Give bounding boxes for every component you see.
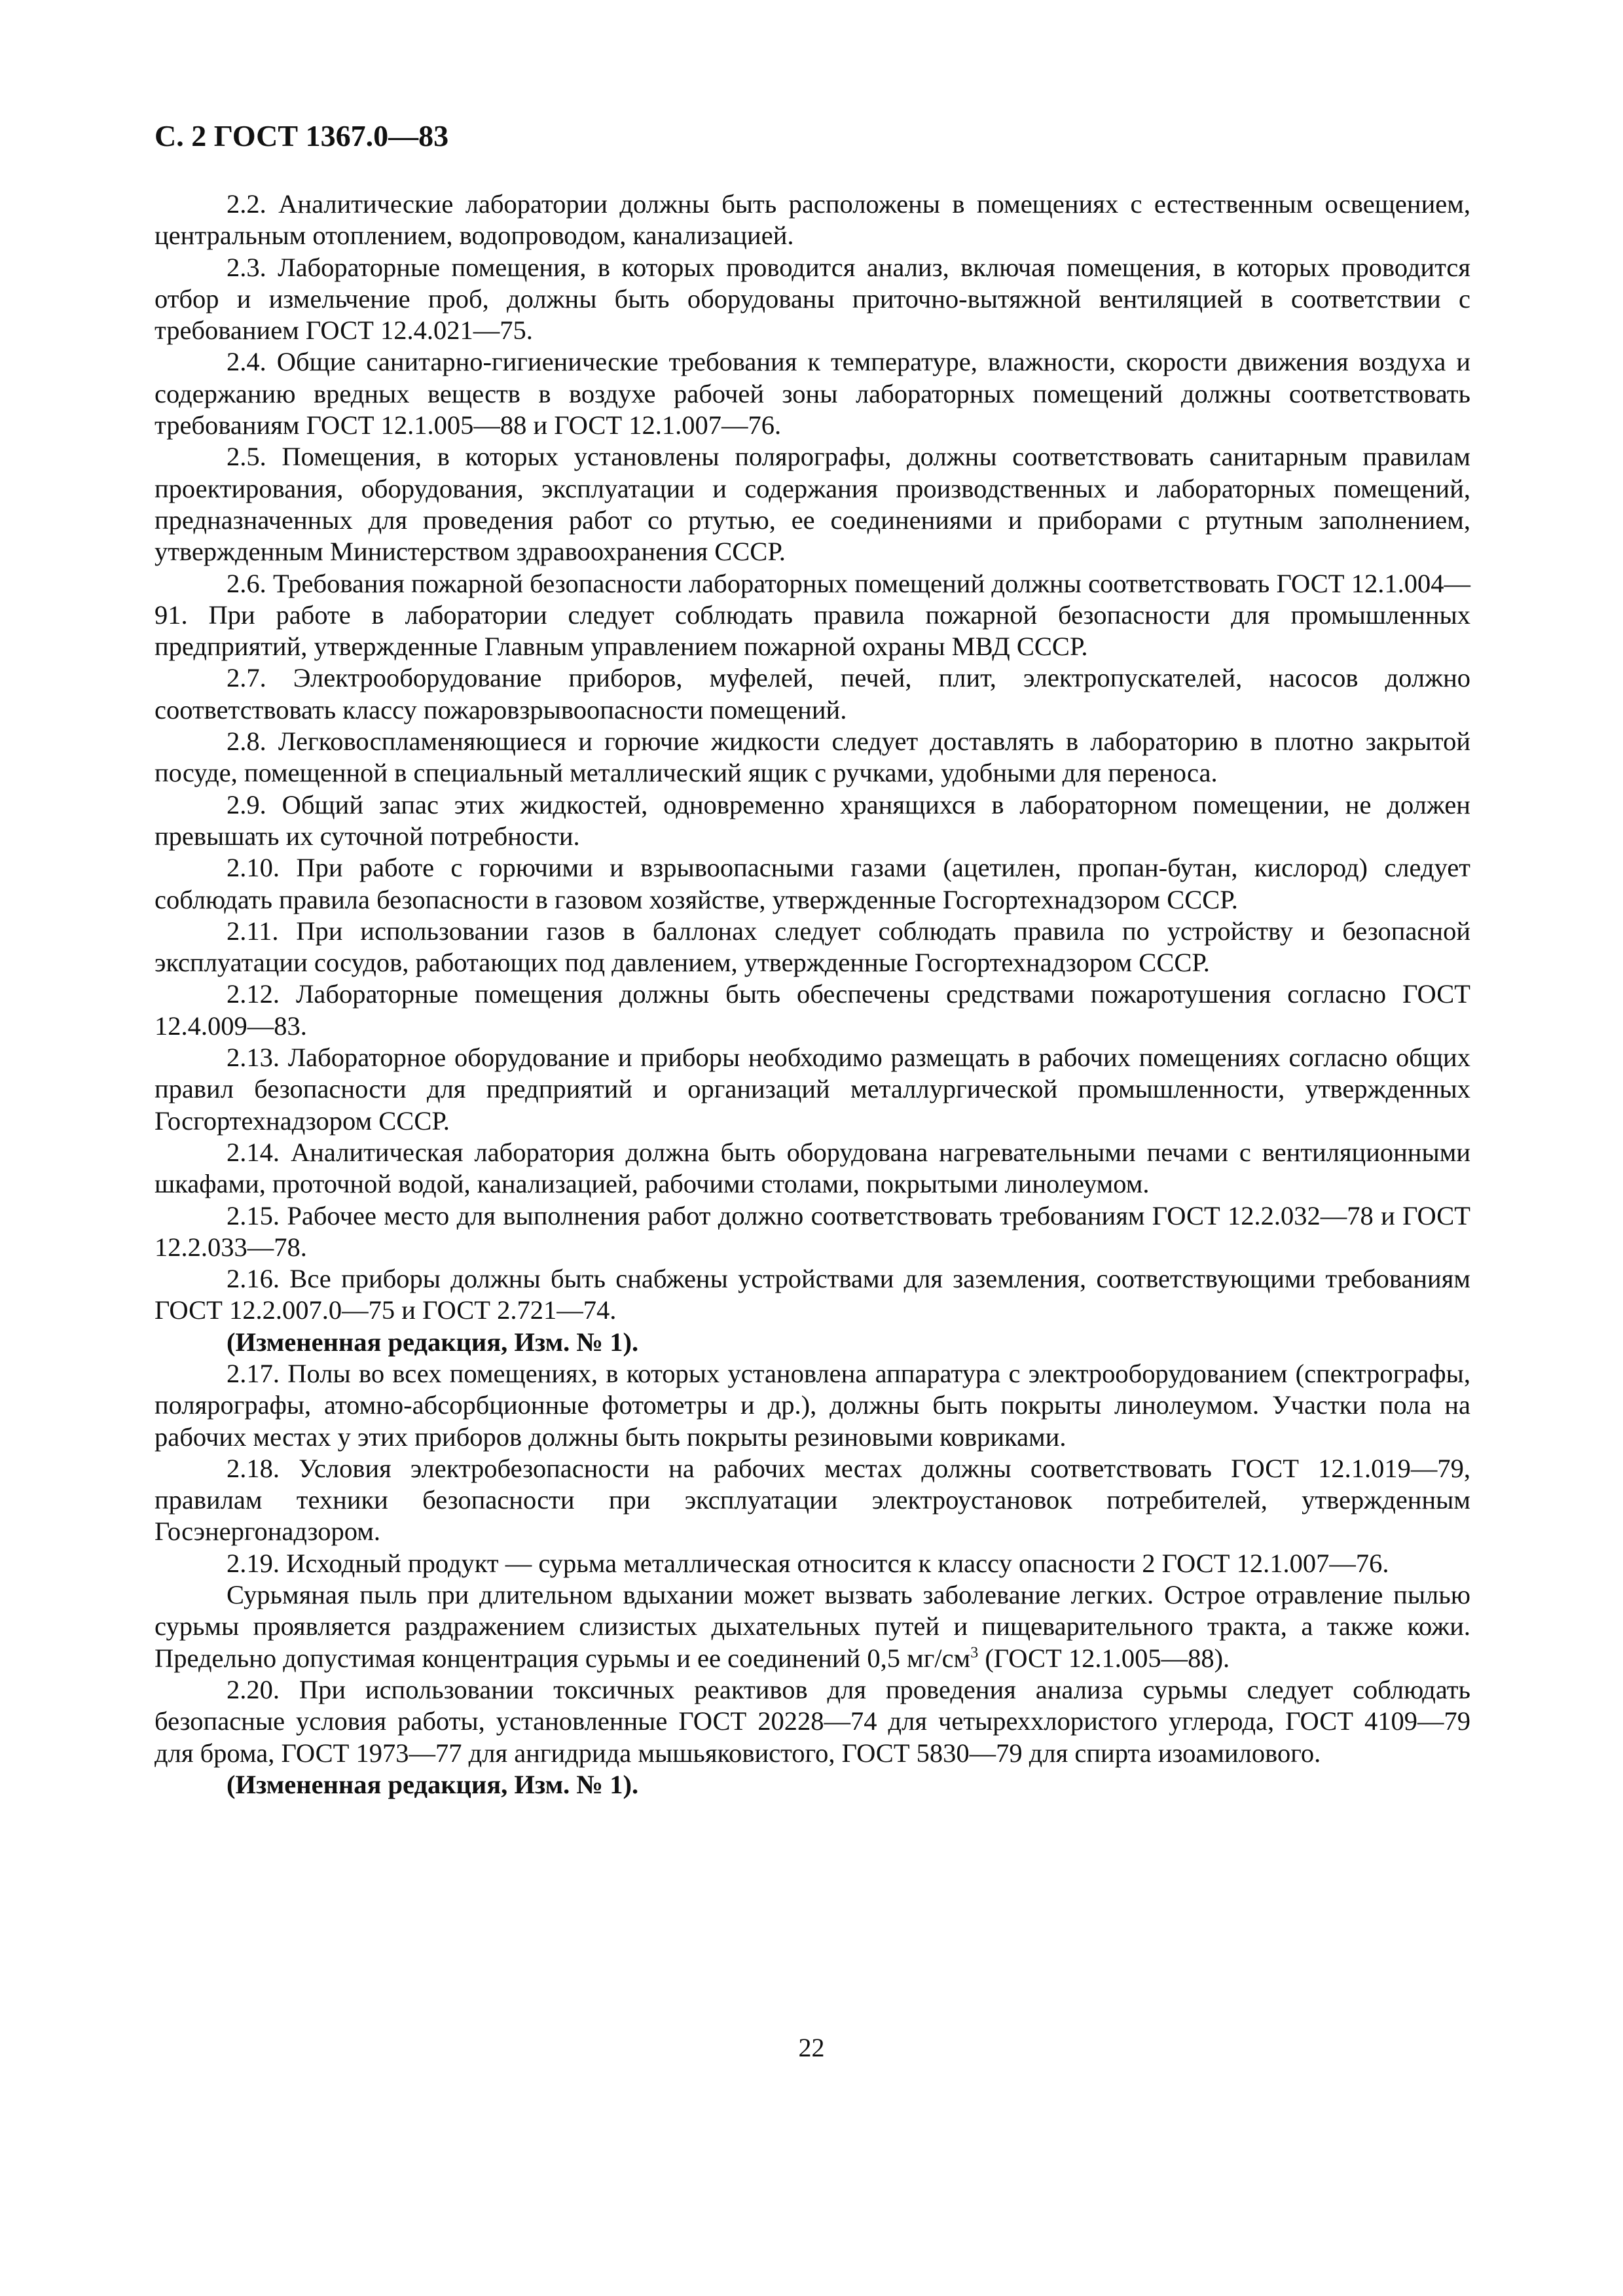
paragraph-2-15: 2.15. Рабочее место для выполнения работ должно соответствовать требованиям ГОСТ 12.2.032—78 и ГОСТ 12.2.033—78.: [155, 1200, 1470, 1262]
amendment-note-2: (Измененная редакция, Изм. № 1).: [227, 1769, 639, 1799]
paragraph-2-17: 2.17. Полы во всех помещениях, в которых установлена аппаратура с электрооборудованием (спектрографы, полярографы, атомно-абсорбционные фотометры и др.), должны быть покрыты линолеумом. Участки пола на рабочих местах у этих приборов должны быть покрыты резиновыми ковриками.: [155, 1358, 1470, 1452]
paragraph-2-18: 2.18. Условия электробезопасности на рабочих местах должны соответствовать ГОСТ 12.1.019—79, правилам техники безопасности при эксплуатации электроустановок потребителей, утвержденным Госэнергонадзором.: [155, 1453, 1470, 1547]
paragraph-2-16: 2.16. Все приборы должны быть снабжены устройствами для заземления, соответствующими требованиям ГОСТ 12.2.007.0—75 и ГОСТ 2.721—74.: [155, 1264, 1470, 1325]
document-page: [155, 118, 1470, 1801]
paragraph-2-13: 2.13. Лабораторное оборудование и приборы необходимо размещать в рабочих помещениях согласно общих правил безопасности для предприятий и организаций металлургической промышленности, утвержденных Госгортехнадзором СССР.: [155, 1043, 1470, 1136]
paragraph-antimony-dust: Сурьмяная пыль при длительном вдыхании может вызвать заболевание легких. Острое отравление пылью сурьмы проявляется раздражением слизистых дыхательных путей и пищеварительного тракта, а также кожи. Предельно допустимая концентрация сурьмы и ее соединений 0,5 $мг/см^3$ (ГОСТ 12.1.005—88).: [155, 1580, 1470, 1673]
paragraph-2-10: 2.10. При работе с горючими и взрывоопасными газами (ацетилен, пропан-бутан, кислород) следует соблюдать правила безопасности в газовом хозяйстве, утвержденные Госгортехнадзором СССР.: [155, 853, 1470, 914]
amendment-note: (Измененная редакция, Изм. № 1).: [227, 1327, 639, 1357]
paragraph-2-7: 2.7. Электрооборудование приборов, муфелей, печей, плит, электропускателей, насосов должно соответствовать классу пожаровзрывоопасности помещений.: [155, 663, 1470, 725]
page-header: С. 2 ГОСТ 1367.0—83: [155, 119, 449, 152]
paragraph-2-14: 2.14. Аналитическая лаборатория должна быть оборудована нагревательными печами с вентиляционными шкафами, проточной водой, канализацией, рабочими столами, покрытыми линолеумом.: [155, 1137, 1470, 1199]
paragraph-2-6: 2.6. Требования пожарной безопасности лабораторных помещений должны соответствовать ГОСТ 12.1.004—91. При работе в лаборатории следует соблюдать правила пожарной безопасности для промышленных предприятий, утвержденные Главным управлением пожарной охраны МВД СССР.: [155, 568, 1470, 662]
paragraph-2-4: 2.4. Общие санитарно-гигиенические требования к температуре, влажности, скорости движения воздуха и содержанию вредных веществ в воздухе рабочей зоны лабораторных помещений должны соответствовать требованиям ГОСТ 12.1.005—88 и ГОСТ 12.1.007—76.: [155, 347, 1470, 440]
paragraph-2-5: 2.5. Помещения, в которых установлены полярографы, должны соответствовать санитарным правилам проектирования, оборудования, эксплуатации и содержания производственных и лабораторных помещений, предназначенных для проведения работ со ртутью, ее соединениями и приборами с ртутным заполнением, утвержденным Министерством здравоохранения СССР.: [155, 442, 1470, 567]
paragraph-2-19: 2.19. Исходный продукт — сурьма металлическая относится к классу опасности 2 ГОСТ 12.1.007—76.: [227, 1548, 1389, 1578]
page-number: 22: [798, 2033, 825, 2062]
superscript: 3: [970, 1644, 979, 1662]
paragraph-2-8: 2.8. Легковоспламеняющиеся и горючие жидкости следует доставлять в лабораторию в плотно закрытой посуде, помещенной в специальный металлический ящик с ручками, удобными для переноса.: [155, 726, 1470, 788]
paragraph-2-2: 2.2. Аналитические лаборатории должны быть расположены в помещениях с естественным освещением, центральным отоплением, водопроводом, канализацией.: [155, 189, 1470, 251]
paragraph-2-20: 2.20. При использовании токсичных реактивов для проведения анализа сурьмы следует соблюдать безопасные условия работы, установленные ГОСТ 20228—74 для четыреххлористого углерода, ГОСТ 4109—79 для брома, ГОСТ 1973—77 для ангидрида мышьяковистого, ГОСТ 5830—79 для спирта изоамилового.: [155, 1674, 1470, 1768]
paragraph-2-12: 2.12. Лабораторные помещения должны быть обеспечены средствами пожаротушения согласно ГОСТ 12.4.009—83.: [155, 979, 1470, 1041]
document-body: [155, 188, 1470, 1801]
paragraph-2-3: 2.3. Лабораторные помещения, в которых проводится анализ, включая помещения, в которых проводится отбор и измельчение проб, должны быть оборудованы приточно-вытяжной вентиляцией в соответствии с требованием ГОСТ 12.4.021—75.: [155, 252, 1470, 346]
paragraph-2-11: 2.11. При использовании газов в баллонах следует соблюдать правила по устройству и безопасной эксплуатации сосудов, работающих под давлением, утвержденные Госгортехнадзором СССР.: [155, 916, 1470, 978]
paragraph-2-9: 2.9. Общий запас этих жидкостей, одновременно хранящихся в лабораторном помещении, не должен превышать их суточной потребности.: [155, 789, 1470, 851]
